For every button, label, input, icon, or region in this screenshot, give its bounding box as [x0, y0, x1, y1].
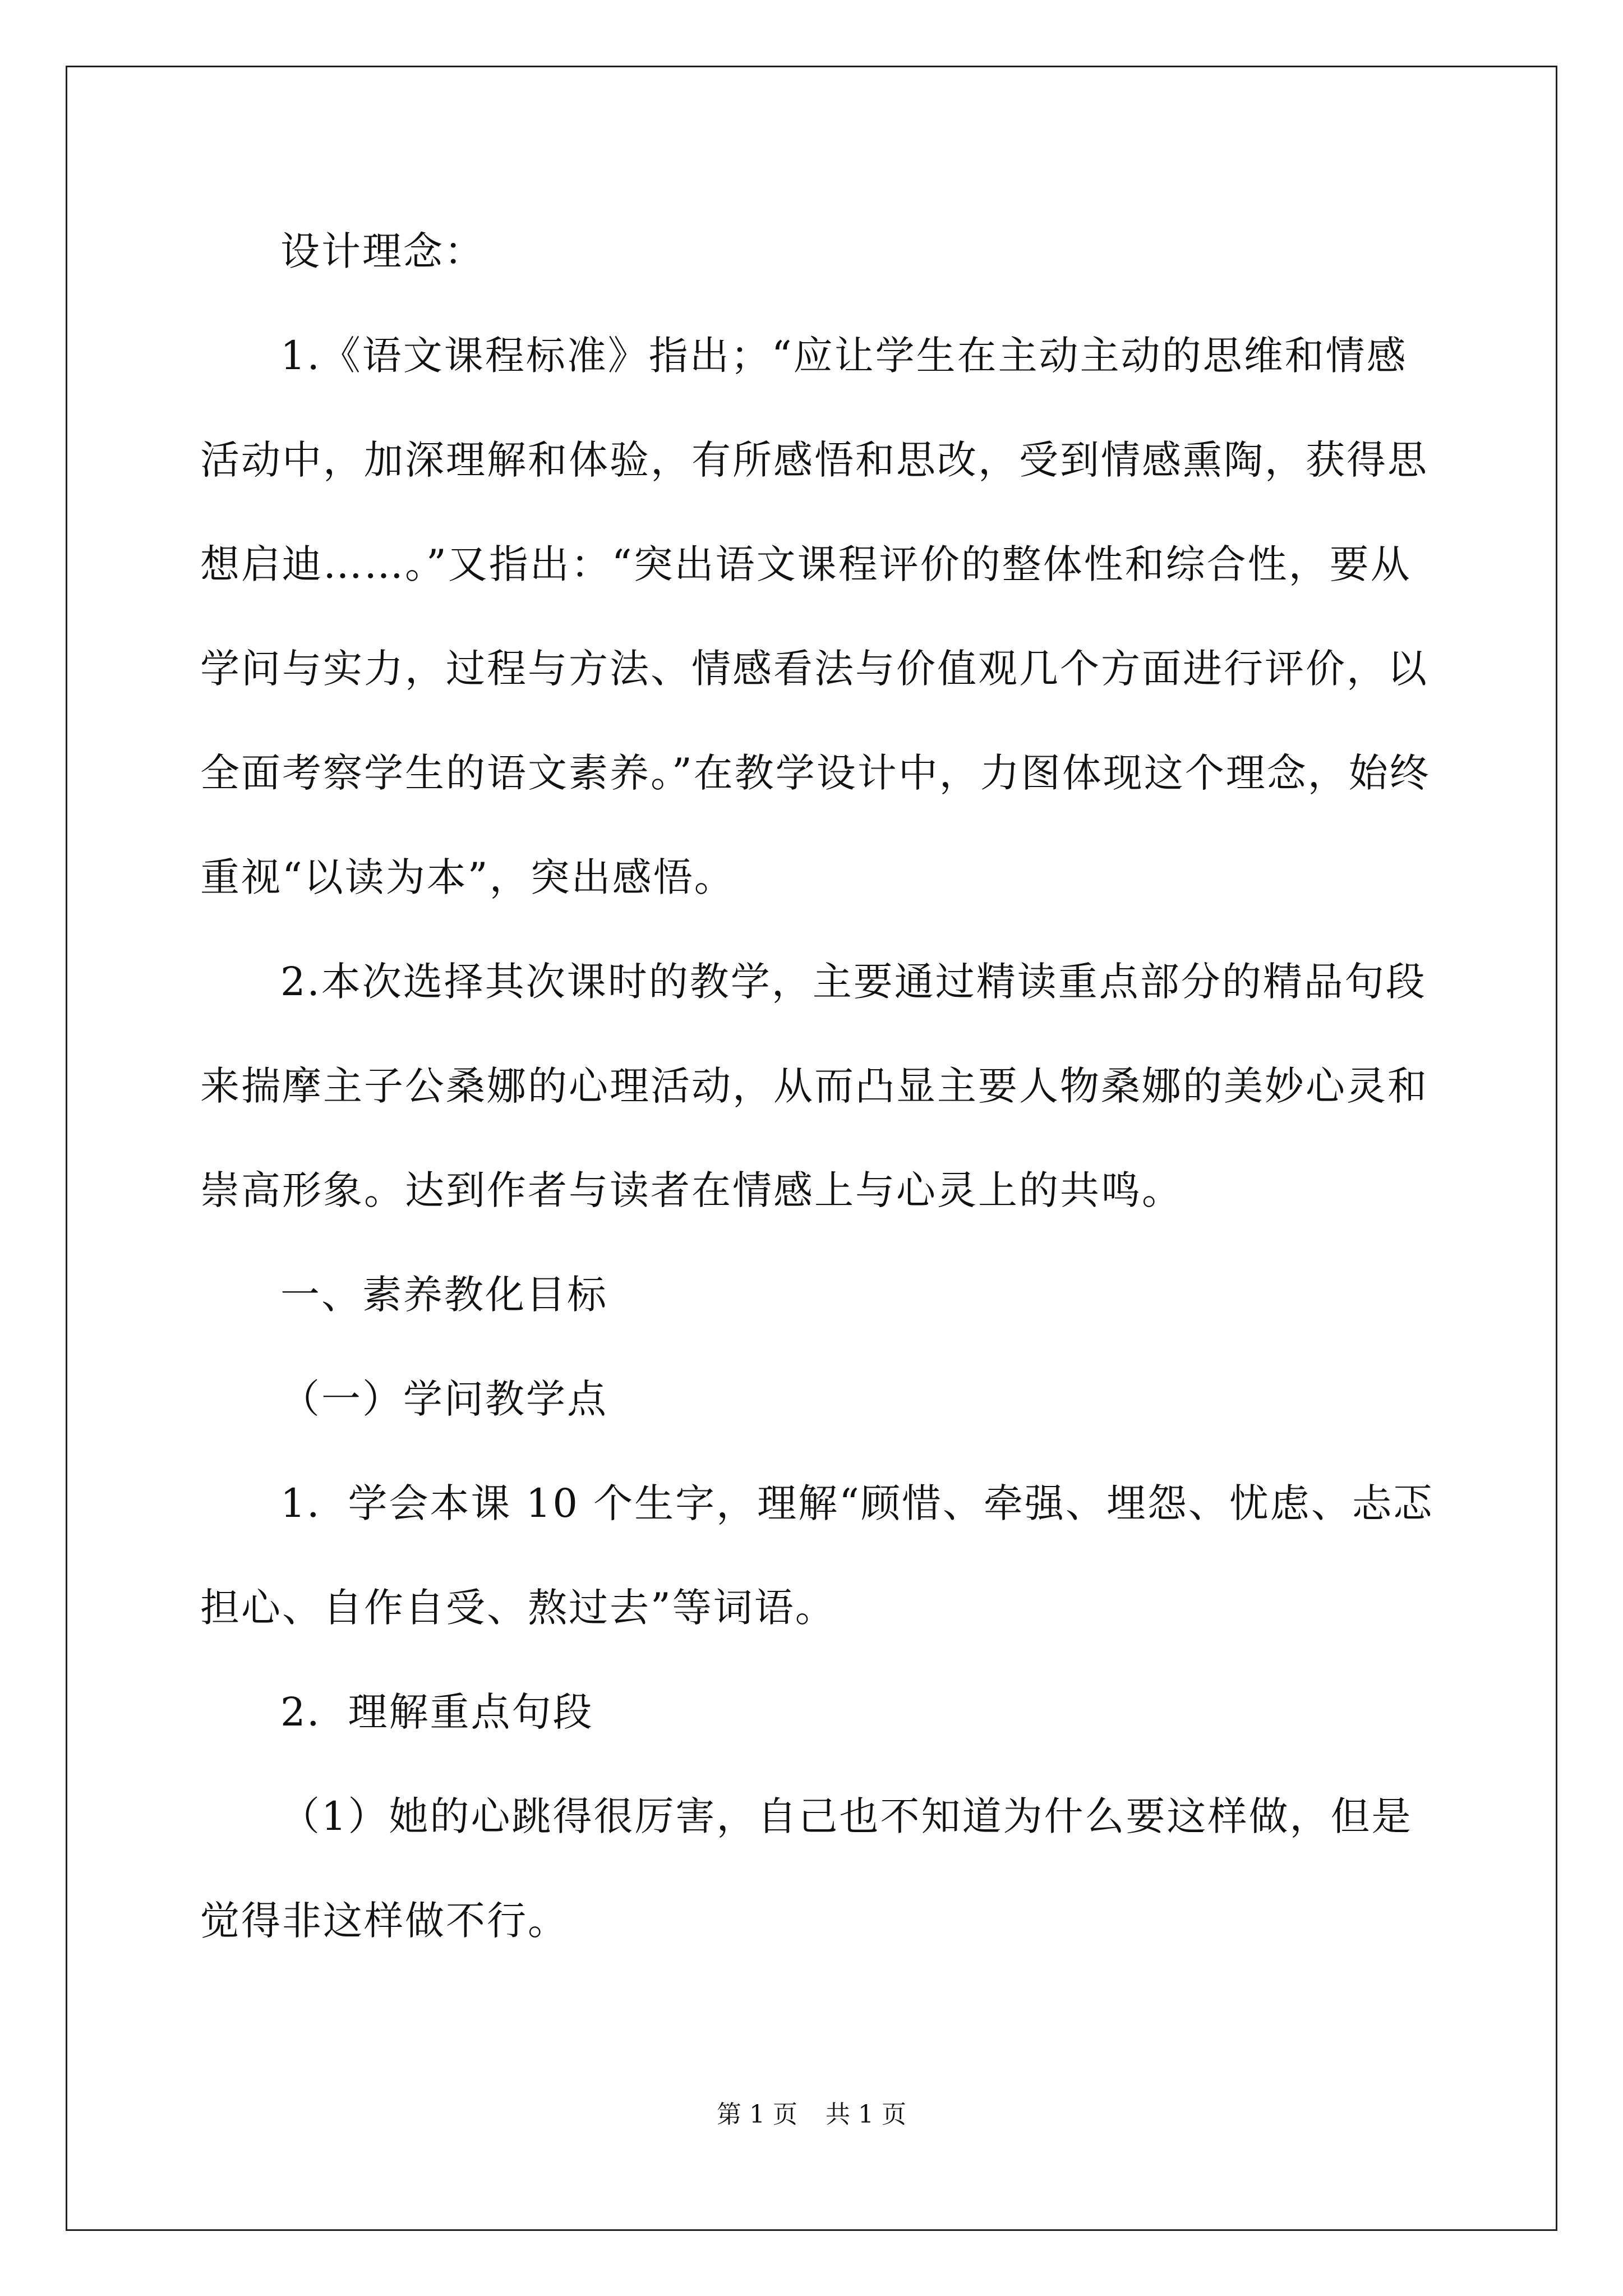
paragraph-subsection-heading: （一）学问教学点 [280, 1376, 608, 1422]
paragraph-concept-2: 2.本次选择其次课时的教学，主要通过精读重点部分的精品句段来揣摩主子公桑娜的心理活动，从而凸显主要人物桑娜的美妙心灵和崇高形象。达到作者与读者在情感上与心灵上的共鸣。 [200, 959, 1428, 1213]
paragraph-section-1-heading: 一、素养教化目标 [280, 1272, 608, 1318]
paragraph-concept-1: 1.《语文课程标准》指出；“应让学生在主动主动的思维和情感活动中，加深理解和体验，有所感悟和思改，受到情感熏陶，获得思想启迪……。”又指出：“突出语文课程评价的整体性和综合性，要从学问与实力，过程与方法、情感看法与价值观几个方面进行评价，以全面考察学生的语文素养。”在教学设计中，力图体现这个理念，始终重视“以读为本”，突出感悟。 [200, 333, 1431, 900]
paragraph-item-2-1: （1）她的心跳得很厉害，自己也不知道为什么要这样做，但是觉得非这样做不行。 [200, 1793, 1413, 1944]
page-footer [0, 2098, 1623, 2132]
page-number: 第 1 页 [717, 2100, 797, 2129]
paragraph-design-concept-heading: 设计理念： [280, 228, 485, 274]
paragraph-item-1: 1．学会本课 10 个生字，理解“顾惜、牵强、埋怨、忧虑、忐忑担心、自作自受、熬过去”等词语。 [200, 1480, 1434, 1631]
document-body [200, 199, 1434, 1973]
page-total: 共 1 页 [826, 2100, 906, 2129]
paragraph-item-2: 2．理解重点句段 [280, 1689, 594, 1735]
